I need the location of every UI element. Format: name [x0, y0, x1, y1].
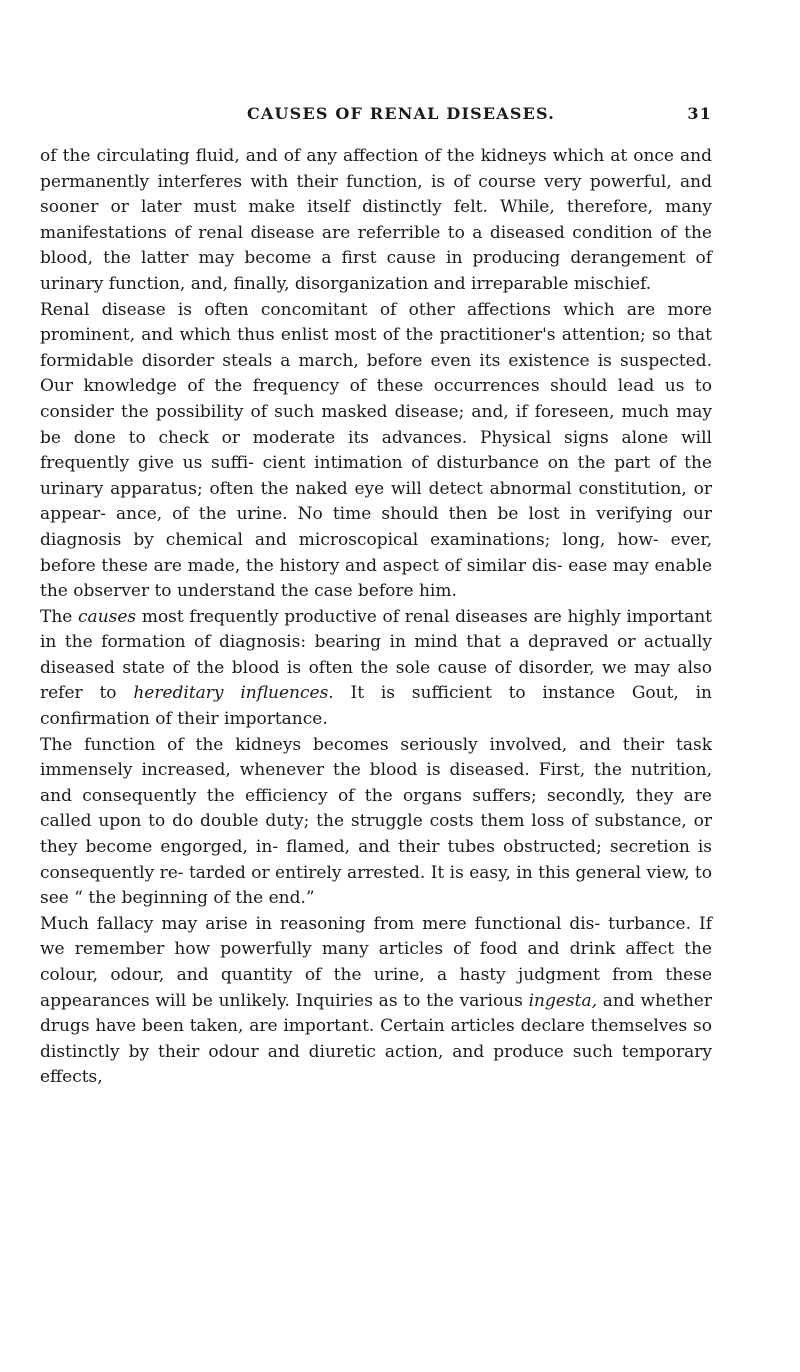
paragraph-4-text: The function of the kidneys becomes seriously involved, and their task immensely increased, whenever the blood is diseased. First, the nutrition, and consequently the efficiency of the organs suffers; secondly, they are called upon to do double duty; the struggle costs them loss of substance, or they become engorged, in- flamed, and their tubes obstructed; secretion is consequently re- tarded or entirely arrested. It is easy, in this general view, to see “ the beginning of the end.”	[40, 734, 712, 909]
paragraph-3	[40, 605, 712, 733]
paragraph-5	[40, 912, 712, 1091]
paragraph-3-text-b: most frequently productive of renal diseases are highly important in the formation of diagnosis: bearing in mind that a depraved or actually diseased state of the blood is often the sole cause of disorder, we may also refer to	[40, 606, 712, 704]
page-number: 31	[687, 104, 712, 123]
running-title: CAUSES OF RENAL DISEASES.	[246, 104, 556, 123]
paragraph-2-text: Renal disease is often concomitant of other affections which are more prominent, and which thus enlist most of the practitioner's attention; so that formidable disorder steals a march, before even its existence is suspected. Our knowledge of the frequency of these occurrences should lead us to consider the possibility of such masked disease; and, if foreseen, much may be done to check or moderate its advances. Physical signs alone will frequently give us suffi- cient intimation of disturbance on the part of the urinary apparatus; often the naked eye will detect abnormal constitution, or appear- ance, of the urine. No time should then be lost in verifying our diagnosis by chemical and microscopical examinations; long, how- ever, before these are made, the history and aspect of similar dis- ease may enable the observer to understand the case before him.	[40, 299, 712, 602]
running-header	[40, 96, 712, 130]
body-text	[40, 144, 712, 1091]
book-page	[40, 96, 712, 1091]
paragraph-5-text-a: Much fallacy may arise in reasoning from mere functional dis- turbance. If we remember how powerfully many articles of food and drink affect the colour, odour, and quantity of the urine, a hasty judgment from these appearances will be unlikely. Inquiries as to the various	[40, 913, 712, 1011]
paragraph-3-text-c: It is sufficient to instance Gout, in confirmation of their importance.	[40, 683, 712, 730]
paragraph-2	[40, 298, 712, 605]
italic-causes: causes	[78, 606, 137, 627]
italic-hereditary-influences: hereditary influences.	[133, 683, 334, 704]
paragraph-1-text: of the circulating fluid, and of any affection of the kidneys which at once and permanently interferes with their function, is of course very powerful, and sooner or later must make itself distinctly felt. While, therefore, many manifestations of renal disease are referrible to a diseased condition of the blood, the latter may become a first cause in producing derangement of urinary function, and, finally, disorganization and irreparable mischief.	[40, 146, 712, 294]
paragraph-5-text-b: and whether drugs have been taken, are important. Certain articles declare themselves so distinctly by their odour and diuretic action, and produce such temporary effects,	[40, 990, 712, 1088]
paragraph-4	[40, 733, 712, 912]
paragraph-3-text-a: The	[40, 606, 79, 627]
italic-ingesta: ingesta,	[528, 990, 598, 1011]
paragraph-1	[40, 144, 712, 298]
